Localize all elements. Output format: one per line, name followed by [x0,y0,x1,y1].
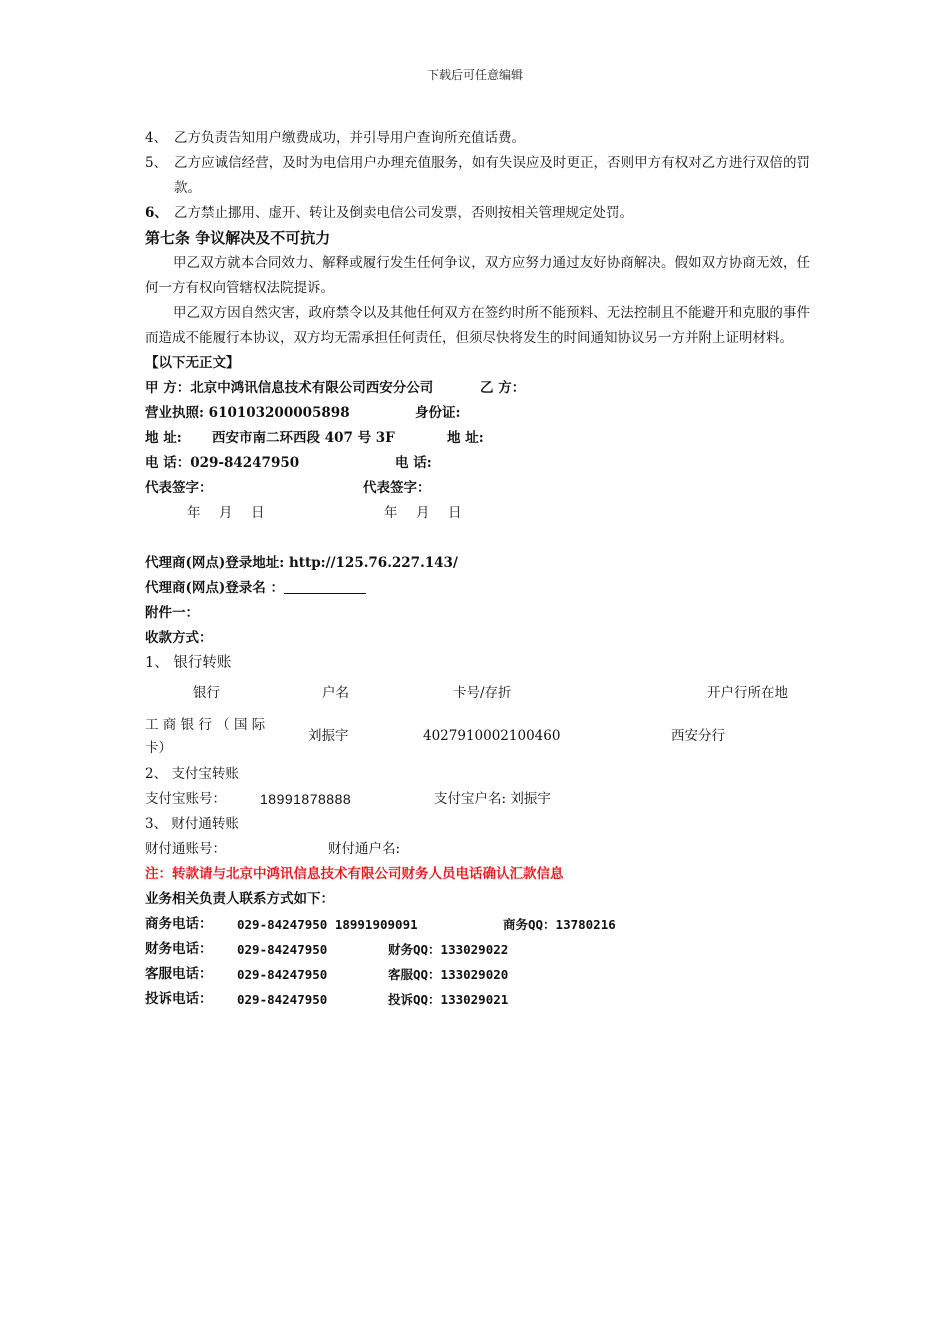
contact-label: 财务电话： [145,941,213,957]
card-number: 4027910002100460 [423,728,561,744]
document-body [145,126,810,1012]
date-row [145,501,810,526]
day-b: 日 [448,505,462,521]
alipay-title: 2、 支付宝转账 [145,766,239,782]
login-address: 代理商(网点)登录地址: http://125.76.227.143/ [145,555,458,571]
party-name-row [145,376,810,401]
attachment-label: 附件一： [145,605,199,621]
contact-qq: 财务QQ：133029022 [388,942,509,957]
address-a-label: 地 址: [145,430,182,446]
branch-location: 西安分行 [671,728,725,744]
clause-item-4 [145,126,810,151]
section-paragraph-1: 甲乙双方就本合同效力、解释或履行发生任何争议，双方应努力通过友好协商解决。假如双方协商无效，任何一方有权向管辖权法院提诉。 [145,255,810,296]
address-row [145,426,810,451]
bank-table-header [145,676,810,710]
contact-phone: 029-84247950 [237,967,328,982]
clause-number: 4、 [145,130,168,146]
tenpay-account-label: 财付通账号： [145,841,226,857]
contact-qq: 客服QQ：133029020 [388,967,509,982]
day-a: 日 [251,505,265,521]
header-card-no: 卡号/存折 [453,685,512,701]
payment-title: 收款方式： [145,630,213,646]
clause-text: 乙方应诚信经营，及时为电信用户办理充值服务，如有失误应及时更正，否则甲方有权对乙方进行双倍的罚款。 [174,155,810,196]
tenpay-title: 3、 财付通转账 [145,816,239,832]
contact-label: 客服电话： [145,966,213,982]
alipay-account: 18991878888 [260,791,352,807]
address-b-label: 地 址: [447,430,484,446]
signature-a: 代表签字： [145,480,213,496]
alipay-row [145,787,810,812]
account-name: 刘振宇 [308,728,349,744]
clause-text: 乙方负责告知用户缴费成功，并引导用户查询所充值话费。 [174,130,525,146]
contacts-title: 业务相关负责人联系方式如下： [145,891,334,907]
bank-table-row [145,710,810,762]
tenpay-name-label: 财付通户名: [328,841,401,857]
contact-phone: 029-84247950 18991909091 [237,917,418,932]
phone-row [145,451,810,476]
tenpay-row [145,837,810,862]
page-header: 下载后可任意编辑 [426,68,523,82]
phone-a: 电 话：029-84247950 [145,455,300,471]
phone-b: 电 话: [395,455,432,471]
contact-phone: 029-84247950 [237,992,328,1007]
bank-name-line1: 工 商 银 行 （ 国 际 [145,717,266,733]
party-b-name: 乙 方： [480,380,526,396]
alipay-account-label: 支付宝账号： [145,791,226,807]
login-name-row [145,576,810,601]
end-marker: 【以下无正文】 [145,355,240,371]
section-paragraph-2: 甲乙双方因自然灾害，政府禁令以及其他任何双方在签约时所不能预料、无法控制且不能避开和克服的事件而造成不能履行本协议，双方均无需承担任何责任，但须尽快将发生的时间通知协议另一方并附上证明材料。 [145,305,810,346]
signature-row [145,476,810,501]
year-b: 年 [384,505,398,521]
clause-item-6 [145,201,810,226]
clause-number: 5、 [145,155,168,171]
header-bank: 银行 [193,685,220,701]
header-account-name: 户名 [322,685,349,701]
header-branch: 开户行所在地 [707,685,788,701]
signature-b: 代表签字： [363,480,431,496]
clause-text: 乙方禁止挪用、虚开、转让及倒卖电信公司发票，否则按相关管理规定处罚。 [174,205,633,221]
contact-phone: 029-84247950 [237,942,328,957]
clause-item-5 [145,151,810,201]
contact-row-finance [145,937,810,962]
contact-row-business [145,912,810,937]
transfer-note: 注：转款请与北京中鸿讯信息技术有限公司财务人员电话确认汇款信息 [145,866,564,882]
year-a: 年 [187,505,201,521]
contact-row-complaint [145,987,810,1012]
license-row [145,401,810,426]
section-title: 第七条 争议解决及不可抗力 [145,229,331,247]
login-name-blank [284,578,366,594]
clause-number: 6、 [145,205,168,221]
id-card-label: 身份证: [415,405,461,421]
business-license: 营业执照: 610103200005898 [145,405,350,421]
contact-qq: 投诉QQ：133029021 [388,992,509,1007]
month-b: 月 [416,505,430,521]
contact-label: 投诉电话： [145,991,213,1007]
bank-transfer-title: 1、 银行转账 [145,655,232,671]
alipay-name: 支付宝户名: 刘振宇 [434,791,551,807]
party-a-name: 甲 方：北京中鸿讯信息技术有限公司西安分公司 [145,380,434,396]
login-name-label: 代理商(网点)登录名 ： [145,580,284,596]
contact-row-service [145,962,810,987]
month-a: 月 [219,505,233,521]
address-a-value: 西安市南二环西段 407 号 3F [212,430,395,446]
bank-name-line2: 卡） [145,740,172,756]
contact-qq: 商务QQ：13780216 [503,917,616,932]
contact-label: 商务电话： [145,916,213,932]
